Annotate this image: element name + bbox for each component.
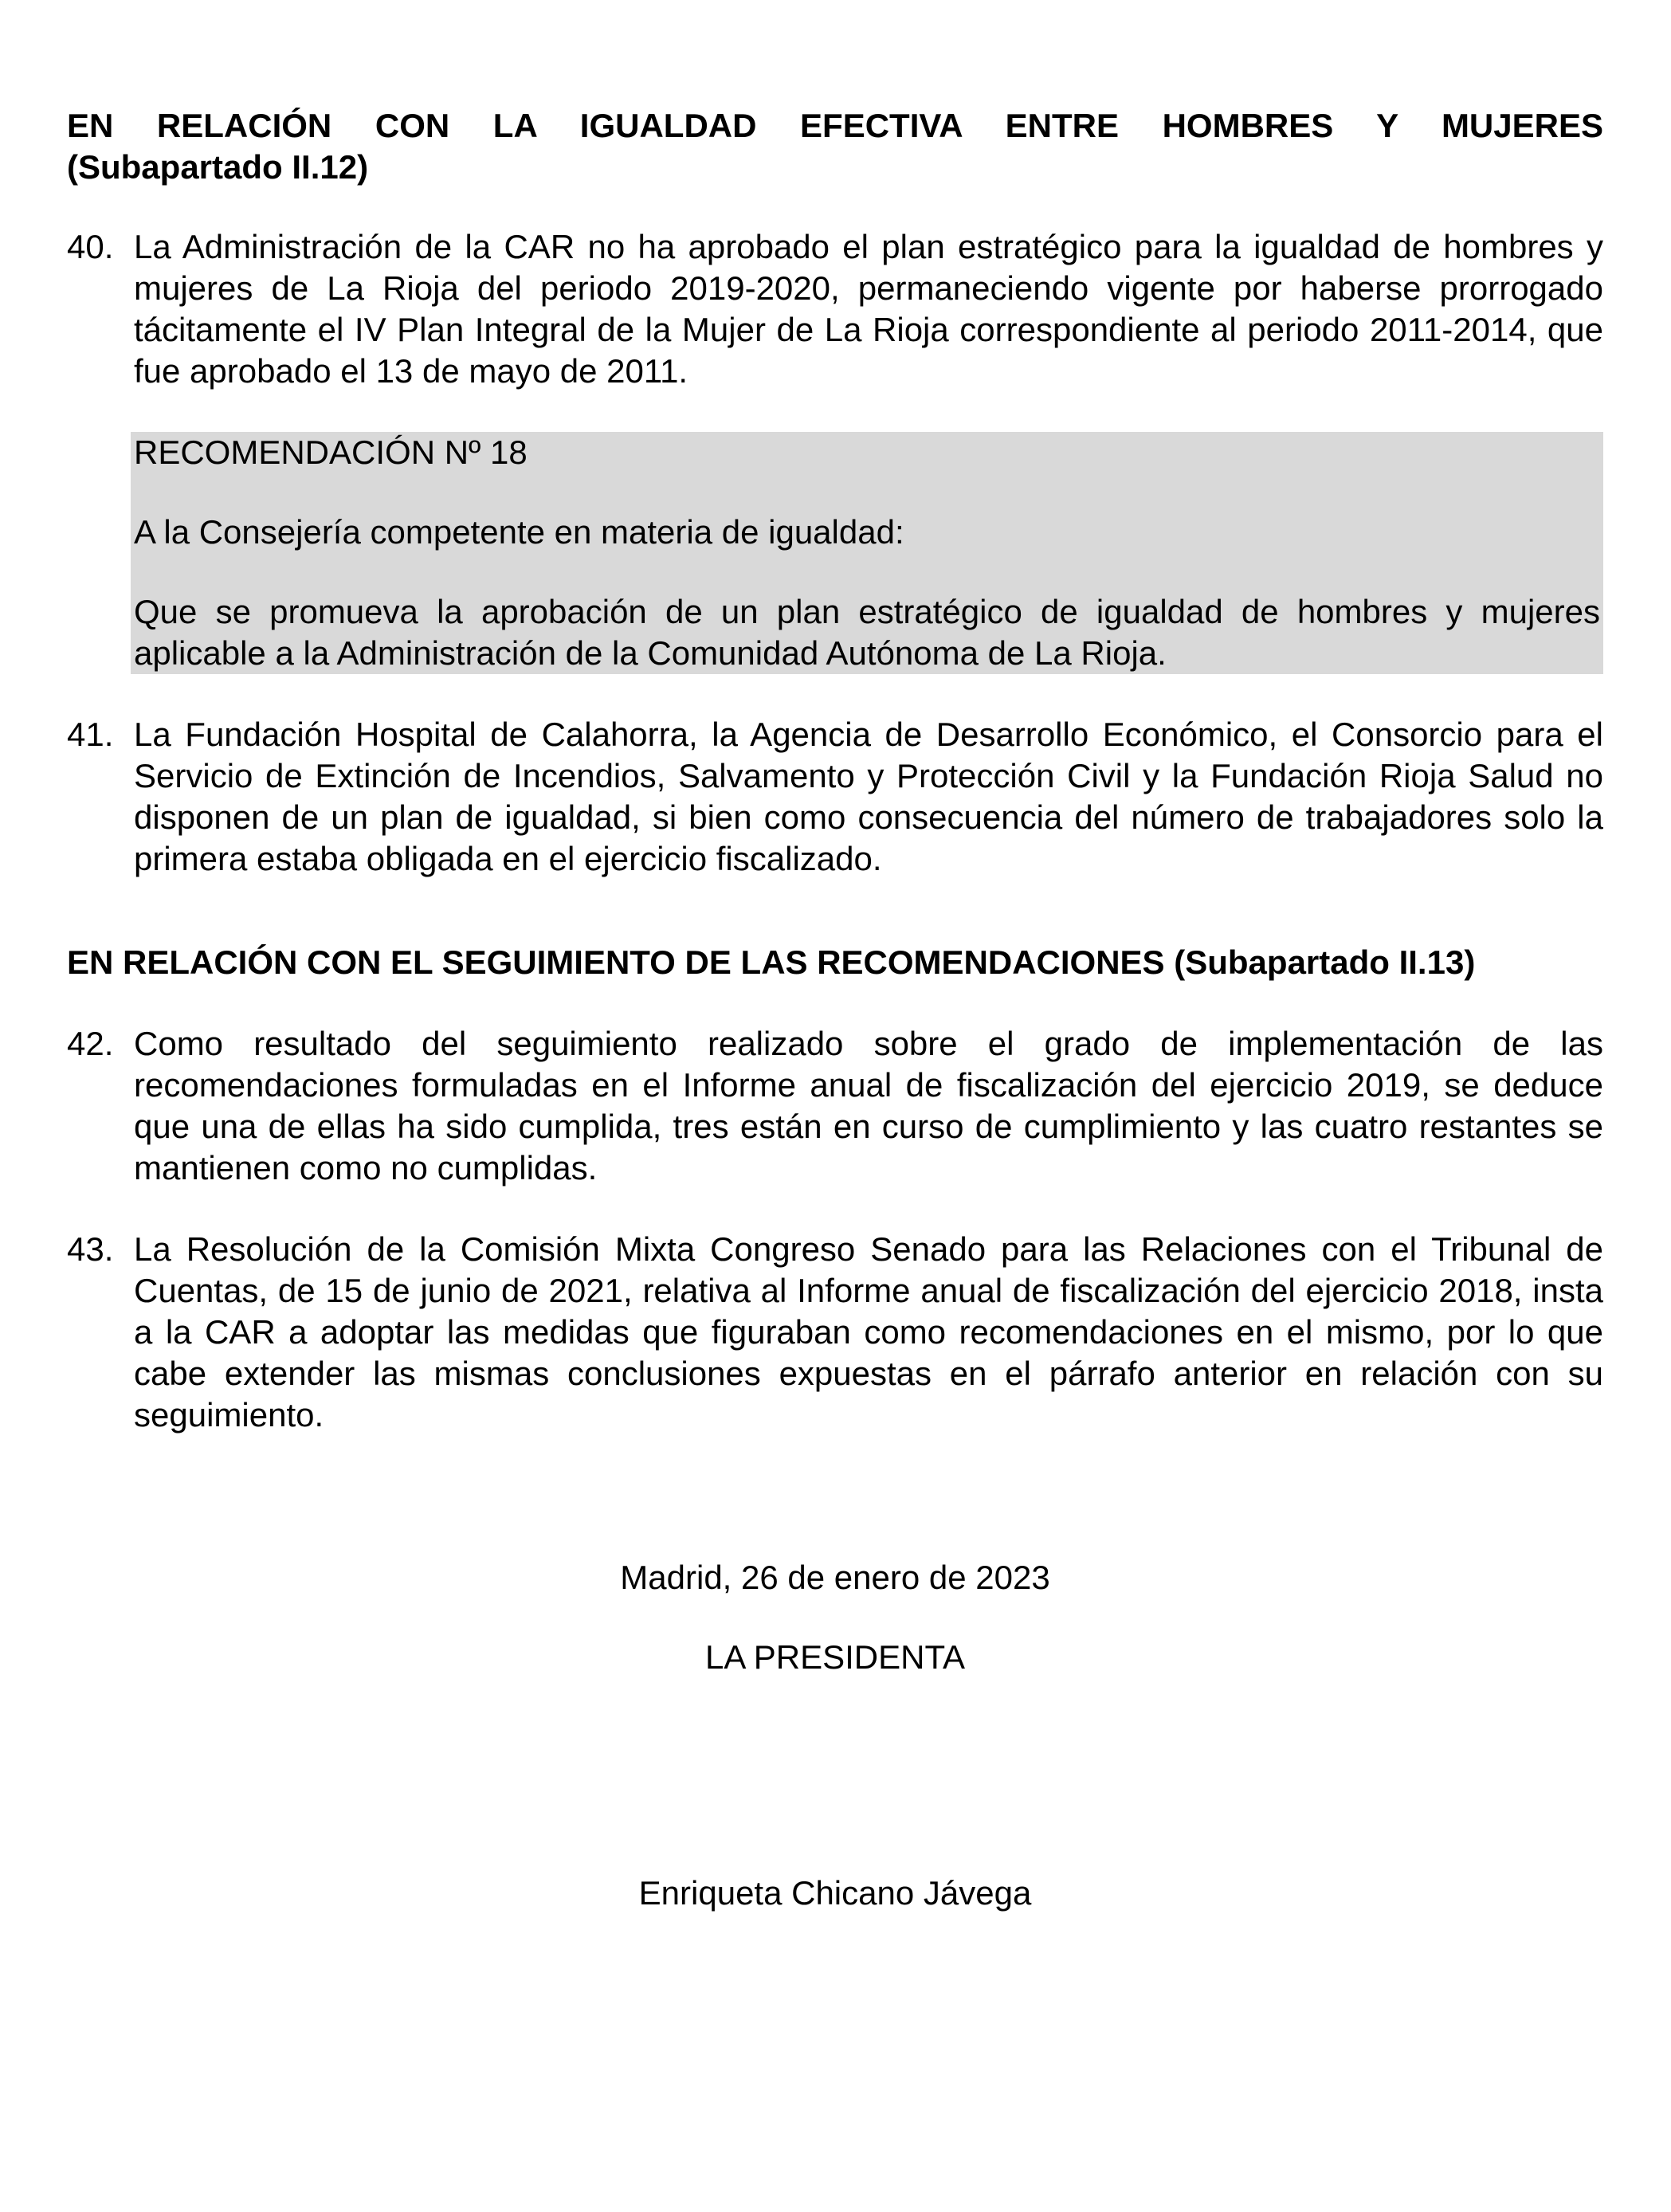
signature-block (67, 1557, 1603, 1914)
paragraph-number: 41. (67, 716, 114, 753)
recommendation-text: Que se promueva la aprobación de un plan estratégico de igualdad de hombres y mujeres aplicable a la Administración de la Comunidad Autónoma de La Rioja. (134, 593, 1600, 672)
signatory-name: Enriqueta Chicano Jávega (638, 1874, 1032, 1912)
document-page (67, 105, 1603, 1914)
recommendation-box (131, 432, 1603, 674)
paragraph-text: La Fundación Hospital de Calahorra, la Agencia de Desarrollo Económico, el Consorcio para el Servicio de Extinción de Incendios, Salvamento y Protección Civil y la Fundación Rioja Salud no disponen de un plan de igualdad, si bien como consecuencia del número de trabajadores solo la primera estaba obligada en el ejercicio fiscalizado. (134, 716, 1603, 877)
paragraph-text: La Administración de la CAR no ha aprobado el plan estratégico para la igualdad de hombres y mujeres de La Rioja del periodo 2019-2020, permaneciendo vigente por haberse prorrogado tácitamente el IV Plan Integral de la Mujer de La Rioja correspondiente al periodo 2011-2014, que fue aprobado el 13 de mayo de 2011. (134, 228, 1603, 390)
paragraph-number: 40. (67, 228, 114, 265)
paragraph-43 (67, 1229, 1603, 1436)
section-heading-seguimiento: EN RELACIÓN CON EL SEGUIMIENTO DE LAS RECOMENDACIONES (Subapartado II.13) (67, 943, 1476, 981)
recommendation-title: RECOMENDACIÓN Nº 18 (134, 433, 528, 471)
paragraph-40 (67, 226, 1603, 392)
place-date: Madrid, 26 de enero de 2023 (620, 1559, 1050, 1596)
paragraph-text: Como resultado del seguimiento realizado sobre el grado de implementación de las recomendaciones formuladas en el Informe anual de fiscalización del ejercicio 2019, se deduce que una de ellas ha sido cumplida, tres están en curso de cumplimiento y las cuatro restantes se mantienen como no cumplidas. (134, 1025, 1603, 1186)
section-heading-igualdad-line1: EN RELACIÓN CON LA IGUALDAD EFECTIVA ENTRE HOMBRES Y MUJERES (67, 107, 1603, 144)
section-heading-igualdad (67, 105, 1603, 188)
paragraph-41 (67, 714, 1603, 880)
paragraph-text: La Resolución de la Comisión Mixta Congreso Senado para las Relaciones con el Tribunal de Cuentas, de 15 de junio de 2021, relativa al Informe anual de fiscalización del ejercicio 2018, insta a la CAR a adoptar las medidas que figuraban como recomendaciones en el mismo, por lo que cabe extender las mismas conclusiones expuestas en el párrafo anterior en relación con su seguimiento. (134, 1230, 1603, 1433)
paragraph-42 (67, 1023, 1603, 1189)
paragraph-number: 42. (67, 1025, 114, 1062)
paragraph-number: 43. (67, 1230, 114, 1268)
signatory-role: LA PRESIDENTA (705, 1638, 965, 1676)
recommendation-addressee: A la Consejería competente en materia de igualdad: (134, 513, 904, 551)
section-heading-igualdad-line2: (Subapartado II.12) (67, 148, 369, 186)
